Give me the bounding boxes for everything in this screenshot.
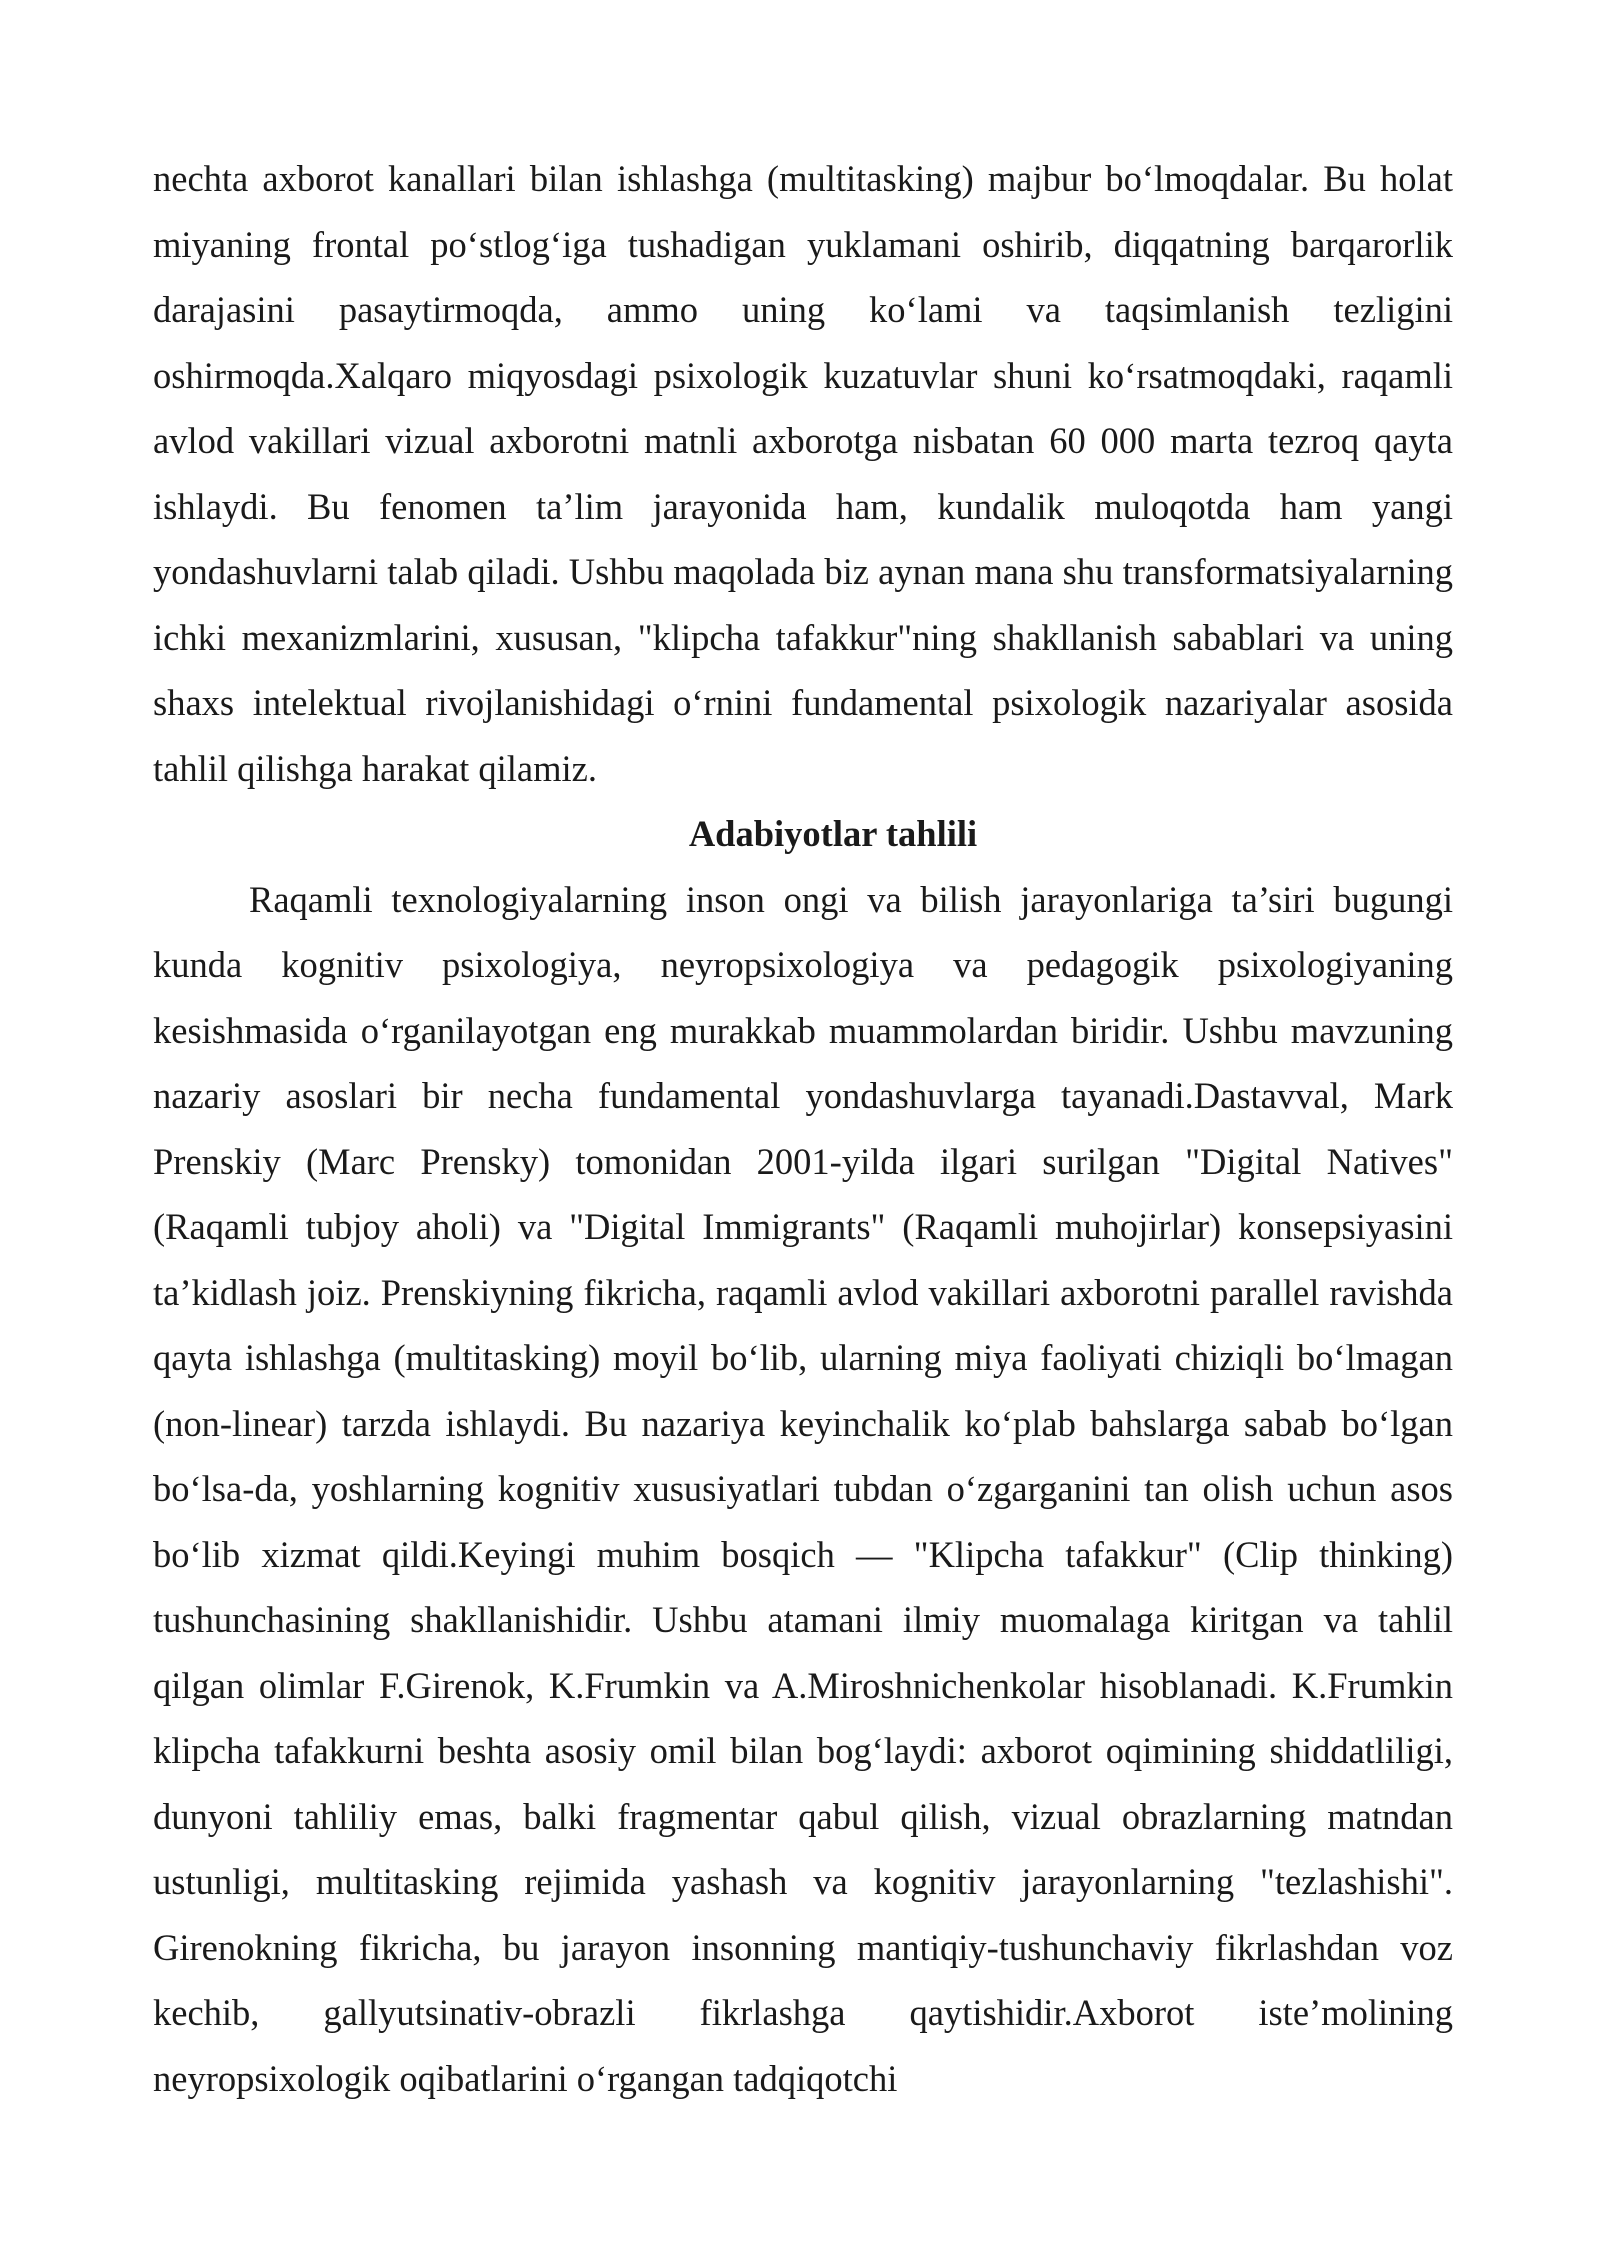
- body-text: [153, 146, 1453, 2111]
- section-heading: Adabiyotlar tahlili: [688, 813, 978, 854]
- paragraph-literature-review: Raqamli texnologiyalarning inson ongi va bilish jarayonlariga ta’siri bugungi kunda kognitiv psixologiya, neyropsixologiya va pedagogik psixologiyaning kesishmasida oʻrganilayotgan eng murakkab muammolardan biridir. Ushbu mavzuning nazariy asoslari bir necha fundamental yondashuvlarga tayanadi.Dastavval, Mark Prenskiy (Marc Prensky) tomonidan 2001-yilda ilgari surilgan "Digital Natives" (Raqamli tubjoy aholi) va "Digital Immigrants" (Raqamli muhojirlar) konsepsiyasini ta’kidlash joiz. Prenskiyning fikricha, raqamli avlod vakillari axborotni parallel ravishda qayta ishlashga (multitasking) moyil boʻlib, ularning miya faoliyati chiziqli boʻlmagan (non-linear) tarzda ishlaydi. Bu nazariya keyinchalik koʻplab bahslarga sabab boʻlgan boʻlsa-da, yoshlarning kognitiv xususiyatlari tubdan oʻzgarganini tan olish uchun asos boʻlib xizmat qildi.Keyingi muhim bosqich — "Klipcha tafakkur" (Clip thinking) tushunchasining shakllanishidir. Ushbu atamani ilmiy muomalaga kiritgan va tahlil qilgan olimlar F.Girenok, K.Frumkin va A.Miroshnichenkolar hisoblanadi. K.Frumkin klipcha tafakkurni beshta asosiy omil bilan bogʻlaydi: axborot oqimining shiddatliligi, dunyoni tahliliy emas, balki fragmentar qabul qilish, vizual obrazlarning matndan ustunligi, multitasking rejimida yashash va kognitiv jarayonlarning "tezlashishi". Girenokning fikricha, bu jarayon insonning mantiqiy-tushunchaviy fikrlashdan voz kechib, gallyutsinativ-obrazli fikrlashga qaytishidir.Axborot iste’molining neyropsixologik oqibatlarini oʻrgangan tadqiqotchi: [153, 878, 1453, 2099]
- paragraph-continued: nechta axborot kanallari bilan ishlashga (multitasking) majbur boʻlmoqdalar. Bu holat miyaning frontal poʻstlogʻiga tushadigan yuklamani oshirib, diqqatning barqarorlik darajasini pasaytirmoqda, ammo uning koʻlami va taqsimlanish tezligini oshirmoqda.Xalqaro miqyosdagi psixologik kuzatuvlar shuni koʻrsatmoqdaki, raqamli avlod vakillari vizual axborotni matnli axborotga nisbatan 60 000 marta tezroq qayta ishlaydi. Bu fenomen ta’lim jarayonida ham, kundalik muloqotda ham yangi yondashuvlarni talab qiladi. Ushbu maqolada biz aynan mana shu transformatsiyalarning ichki mexanizmlarini, xususan, "klipcha tafakkur"ning shakllanish sabablari va uning shaxs intelektual rivojlanishidagi oʻrnini fundamental psixologik nazariyalar asosida tahlil qilishga harakat qilamiz.: [153, 158, 1453, 789]
